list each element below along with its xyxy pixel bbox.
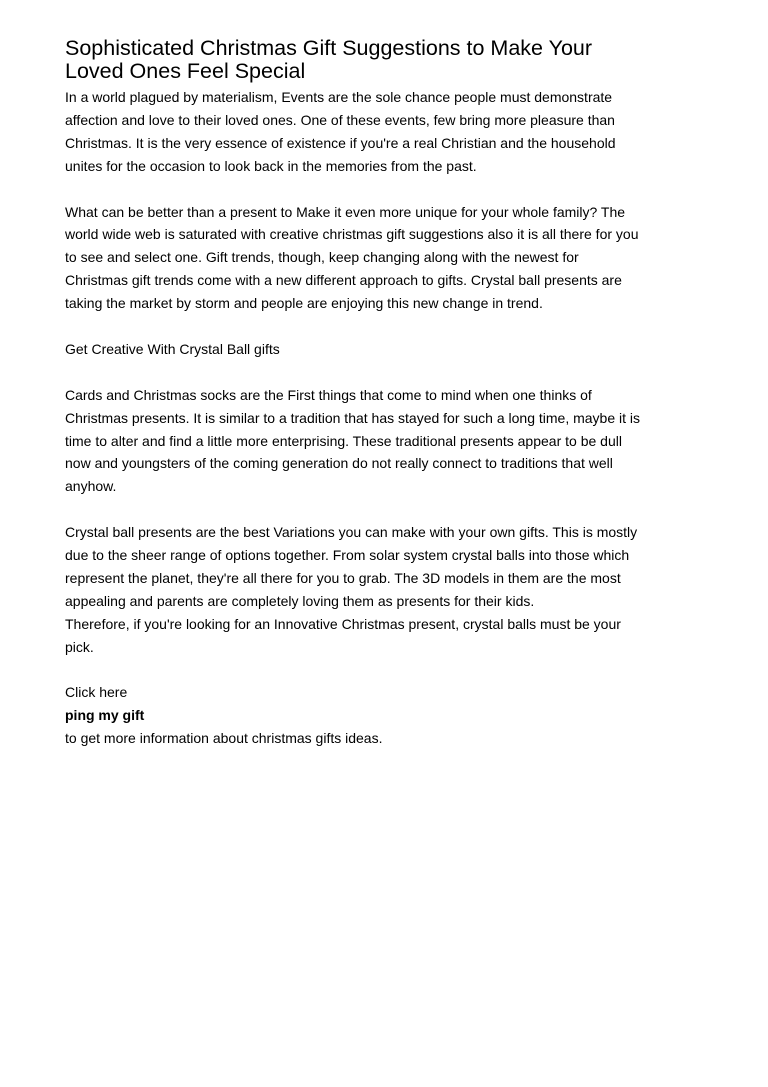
paragraph-intro (65, 86, 715, 178)
text-line: Therefore, if you're looking for an Innovative Christmas present, crystal balls must be your (65, 615, 621, 632)
text-line: time to alter and find a little more enterprising. These traditional presents appear to be dull (65, 432, 622, 449)
cta-suffix: to get more information about christmas gifts ideas. (65, 730, 383, 747)
paragraph-spacer (65, 178, 715, 201)
text-line: affection and love to their loved ones. One of these events, few bring more pleasure than (65, 111, 615, 128)
text-line: taking the market by storm and people are enjoying this new change in trend. (65, 295, 543, 312)
ping-my-gift-link[interactable]: ping my gift (65, 707, 145, 724)
text-line: represent the planet, they're all there for you to grab. The 3D models in them are the most (65, 569, 621, 586)
text-line: to see and select one. Gift trends, though, keep changing along with the newest for (65, 249, 579, 266)
paragraph-traditions (65, 384, 715, 499)
text-line: Crystal ball presents are the best Variations you can make with your own gifts. This is mostly (65, 524, 638, 541)
text-line: Cards and Christmas socks are the First things that come to mind when one thinks of (65, 386, 592, 403)
title-line: Sophisticated Christmas Gift Suggestions to Make Your (65, 36, 593, 60)
text-line: Christmas presents. It is similar to a tradition that has stayed for such a long time, maybe it is (65, 409, 641, 426)
text-line: world wide web is saturated with creative christmas gift suggestions also it is all there for you (65, 226, 639, 243)
cta-line (65, 681, 715, 750)
text-line: In a world plagued by materialism, Events are the sole chance people must demonstrate (65, 89, 613, 105)
call-to-action (65, 681, 715, 750)
paragraph-spacer (65, 361, 715, 384)
text-line: Christmas. It is the very essence of existence if you're a real Christian and the household (65, 134, 616, 151)
paragraph-spacer (65, 315, 715, 338)
paragraph-gift-suggestions (65, 201, 715, 316)
page-title (65, 37, 715, 83)
text-line: pick. (65, 638, 94, 655)
title-line: Loved Ones Feel Special (65, 59, 306, 83)
cta-prefix: Click here (65, 684, 128, 701)
section-subheading (65, 338, 715, 361)
paragraph-crystal-balls (65, 521, 715, 658)
text-line: now and youngsters of the coming generation do not really connect to traditions that well (65, 455, 613, 472)
text-line: Christmas gift trends come with a new different approach to gifts. Crystal ball presents are (65, 272, 622, 289)
text-line: appealing and parents are completely loving them as presents for their kids. (65, 592, 535, 609)
text-line: due to the sheer range of options together. From solar system crystal balls into those which (65, 547, 630, 564)
text-line: unites for the occasion to look back in the memories from the past. (65, 157, 477, 174)
paragraph-spacer (65, 659, 715, 682)
text-line: What can be better than a present to Make it even more unique for your whole family? The (65, 203, 626, 220)
document-page (65, 37, 715, 750)
text-line: anyhow. (65, 478, 117, 495)
subheading-text: Get Creative With Crystal Ball gifts (65, 340, 280, 357)
paragraph-spacer (65, 498, 715, 521)
